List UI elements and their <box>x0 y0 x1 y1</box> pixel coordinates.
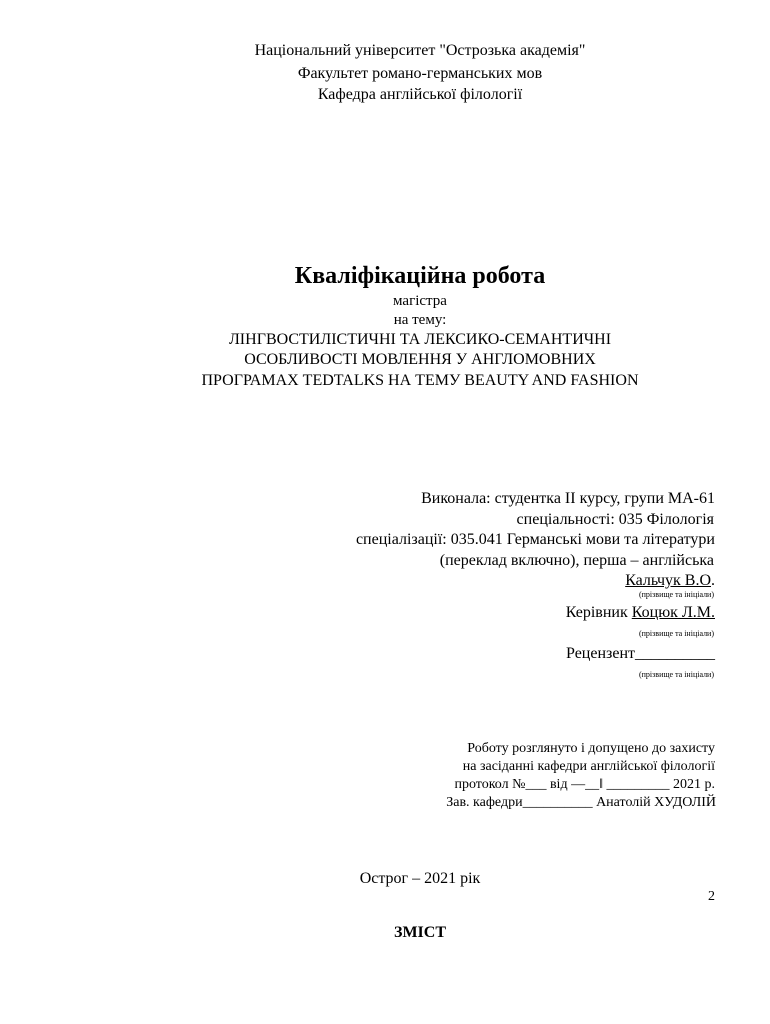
faculty-name: Факультет романо-германських мов <box>297 65 543 82</box>
author-line-4: (переклад включно), перша – англійська <box>439 552 714 569</box>
supervisor-label: Керівник <box>565 604 632 621</box>
reviewer-line: Рецензент__________ <box>566 645 715 662</box>
author-line-1: Виконала: студентка II курсу, групи МА-61 <box>421 490 715 507</box>
student-name-line <box>625 573 715 589</box>
supervisor-line <box>566 605 715 621</box>
name-caption-1: (прізвище та ініціали) <box>638 590 714 599</box>
degree-label: магістра <box>393 293 447 309</box>
department-name: Кафедра англійської філології <box>317 86 523 103</box>
place-year: Острог – 2021 рік <box>359 870 481 887</box>
supervisor-name: Коцюк Л.М. <box>631 604 715 621</box>
topic-line-3: ПРОГРАМАХ TEDTALKS НА ТЕМУ BEAUTY AND FASHION <box>201 372 639 389</box>
topic-line-2: ОСОБЛИВОСТІ МОВЛЕННЯ У АНГЛОМОВНИХ <box>244 351 596 368</box>
topic-label: на тему: <box>393 312 447 328</box>
name-caption-3: (прізвище та ініціали) <box>638 670 714 679</box>
approval-line-2: на засіданні кафедри англійської філології <box>462 759 715 774</box>
approval-line-3: протокол №___ від —__‖ _________ 2021 р. <box>454 777 715 792</box>
author-line-2: спеціальності: 035 Філологія <box>516 511 714 528</box>
author-line-3: спеціалізації: 035.041 Германські мови та літератури <box>355 531 715 548</box>
topic-line-1: ЛІНГВОСТИЛІСТИЧНІ ТА ЛЕКСИКО-СЕМАНТИЧНІ <box>228 331 612 348</box>
university-name: Національний університет "Острозька академія" <box>254 42 586 59</box>
name-caption-2: (прізвище та ініціали) <box>638 629 714 638</box>
student-name-suffix: . <box>711 572 715 589</box>
approval-line-4: Зав. кафедри__________ Анатолій ХУДОЛІЙ <box>446 795 716 810</box>
contents-heading: ЗМІСТ <box>394 924 446 941</box>
document-title: Кваліфікаційна робота <box>294 263 546 289</box>
student-name: Кальчук В.О <box>625 572 711 589</box>
approval-line-1: Роботу розглянуто і допущено до захисту <box>467 741 715 756</box>
page-number: 2 <box>708 889 715 904</box>
